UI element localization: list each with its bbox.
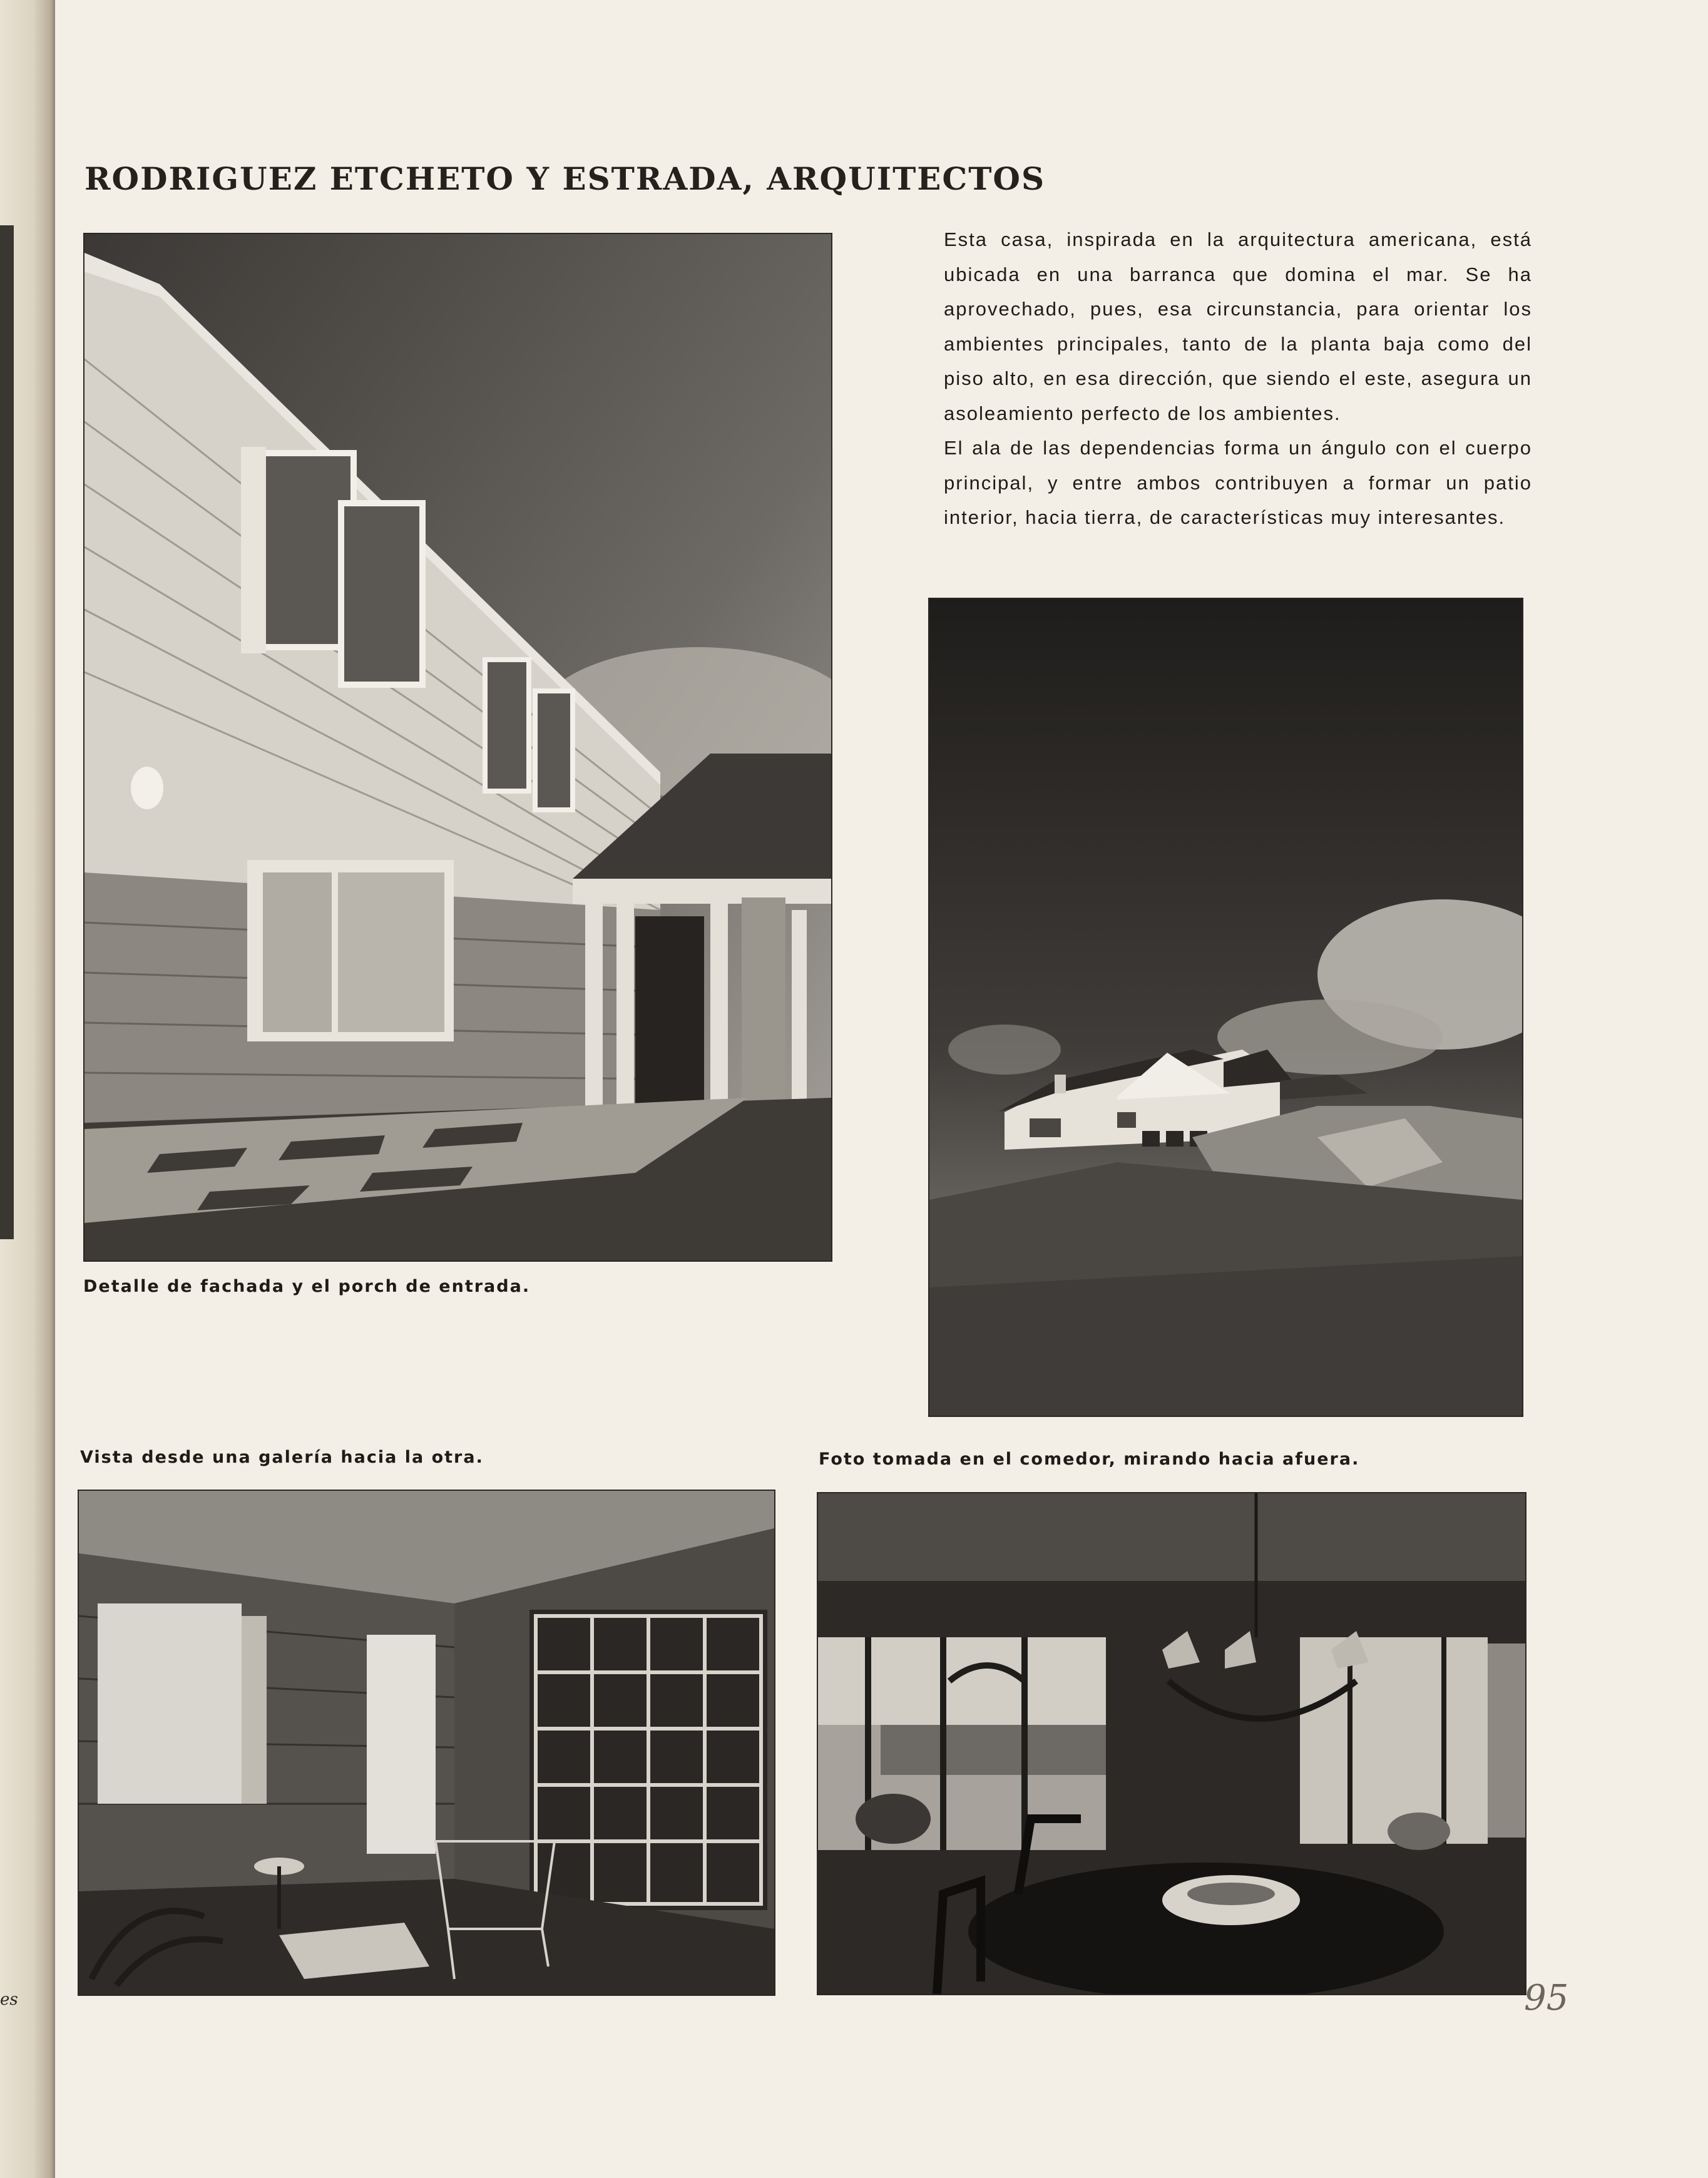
dining-photo bbox=[817, 1492, 1526, 1995]
gallery-photo bbox=[78, 1490, 775, 1996]
article-text bbox=[944, 222, 1532, 535]
hillside-photo bbox=[928, 598, 1523, 1417]
dining-illustration bbox=[818, 1493, 1525, 1994]
previous-page-photo-edge bbox=[0, 225, 14, 1239]
facade-illustration bbox=[84, 234, 831, 1260]
facade-caption: Detalle de fachada y el porch de entrada. bbox=[83, 1277, 531, 1296]
dining-caption: Foto tomada en el comedor, mirando hacia afuera. bbox=[819, 1449, 1360, 1469]
article-paragraph-1: Esta casa, inspirada en la arquitectura americana, está ubicada en una barranca que domina el mar. Se ha aprovechado, pues, esa circunstancia, para orientar los ambientes principales, tanto de la planta baja como del piso alto, en esa dirección, que siendo el este, asegura un asoleamiento perfecto de los ambientes. bbox=[944, 228, 1532, 424]
facade-photo bbox=[83, 233, 832, 1262]
gallery-caption: Vista desde una galería hacia la otra. bbox=[80, 1448, 484, 1467]
previous-page-edge bbox=[0, 0, 55, 2178]
article-paragraph-2: El ala de las dependencias forma un ángulo con el cuerpo principal, y entre ambos contribuyen a formar un patio interior, hacia tierra, de características muy interesantes. bbox=[944, 437, 1532, 528]
previous-page-fragment: es bbox=[0, 1990, 18, 2009]
gallery-illustration bbox=[79, 1491, 774, 1995]
page-number: 95 bbox=[1524, 1978, 1569, 2018]
page-title: RODRIGUEZ ETCHETO Y ESTRADA, ARQUITECTOS bbox=[84, 160, 1046, 197]
hillside-illustration bbox=[929, 599, 1522, 1416]
